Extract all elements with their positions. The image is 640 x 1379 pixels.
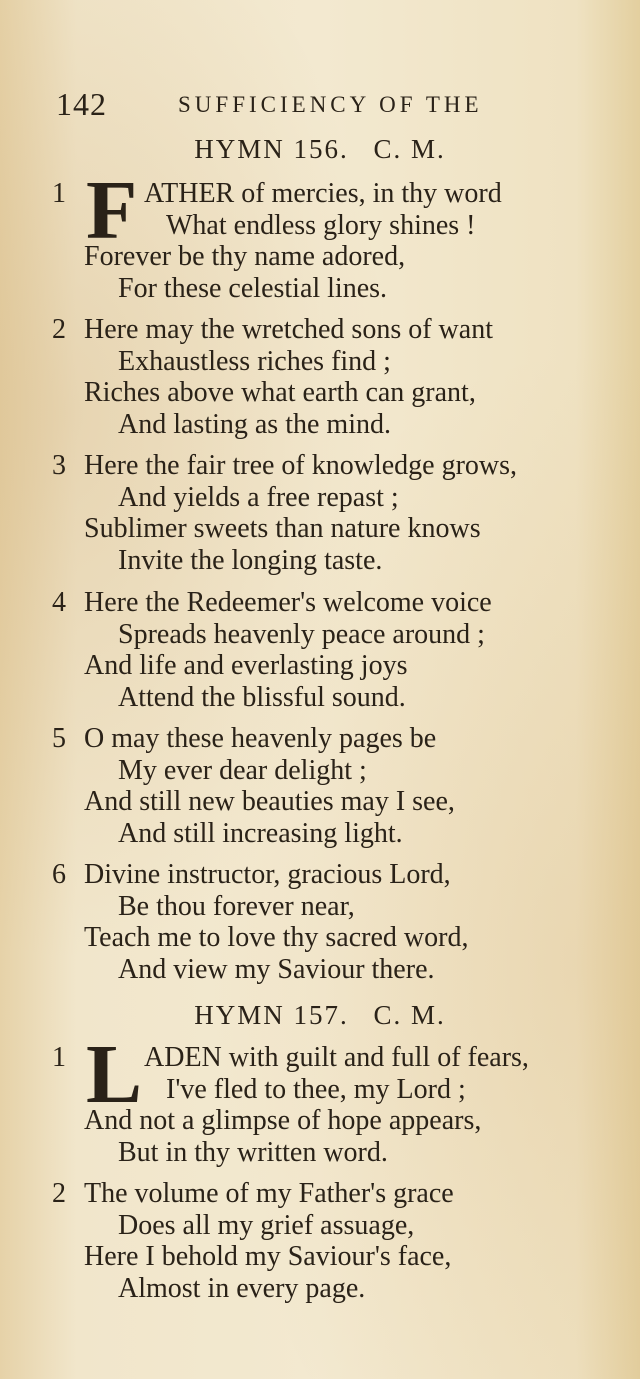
verse-line: And yields a free repast ; [118, 481, 399, 513]
verse [52, 164, 637, 304]
verse-number: 2 [52, 1178, 66, 1209]
verse-line: What endless glory shines ! [166, 209, 476, 241]
verse-line: Teach me to love thy sacred word, [84, 922, 469, 953]
verse [52, 859, 637, 985]
verse-line: And still increasing light. [118, 817, 403, 849]
verse-line: The volume of my Father's grace [84, 1178, 454, 1209]
hymn-number: HYMN 157. [194, 1000, 349, 1030]
verse-number: 5 [52, 723, 66, 754]
verse-number: 1 [52, 1042, 66, 1073]
verse-line: Here the fair tree of knowledge grows, [84, 450, 518, 481]
verse-line: ATHER of mercies, in thy word [144, 178, 502, 209]
verse-line: I've fled to thee, my Lord ; [166, 1073, 466, 1105]
verse-line: Here may the wretched sons of want [84, 314, 493, 345]
verse [52, 314, 637, 440]
page-number: 142 [56, 86, 107, 122]
verse-line: ADEN with guilt and full of fears, [144, 1042, 529, 1073]
hymn-meter: C. M. [373, 134, 446, 164]
verse-number: 3 [52, 450, 66, 481]
verse-line: And lasting as the mind. [118, 408, 391, 440]
verse-line: Riches above what earth can grant, [84, 377, 476, 408]
verse-number: 4 [52, 587, 66, 618]
drop-cap: L [86, 1028, 143, 1121]
drop-cap: F [86, 164, 138, 257]
verse-line: Spreads heavenly peace around ; [118, 618, 485, 650]
verse-line: Does all my grief assuage, [118, 1209, 415, 1241]
verse-line: And view my Saviour there. [118, 953, 435, 985]
verse-line: Attend the blissful sound. [118, 681, 406, 713]
verse-line: Sublimer sweets than nature knows [84, 513, 481, 544]
verse [52, 587, 637, 713]
verse-number: 6 [52, 859, 66, 890]
verse-line: For these celestial lines. [118, 272, 388, 304]
verse-line: And not a glimpse of hope appears, [84, 1105, 482, 1136]
hymn-title [0, 134, 640, 165]
verse [52, 450, 637, 576]
verse [52, 1028, 637, 1168]
verse-line: My ever dear delight ; [118, 754, 367, 786]
verse-line: Forever be thy name adored, [84, 241, 406, 272]
running-head: SUFFICIENCY OF THE [178, 92, 483, 117]
verse-line: But in thy written word. [118, 1136, 388, 1168]
verse-line: And still new beauties may I see, [84, 786, 455, 817]
verse-line: Exhaustless riches find ; [118, 345, 391, 377]
verse [52, 723, 637, 849]
verse-line: Be thou forever near, [118, 890, 355, 922]
verse-number: 2 [52, 314, 66, 345]
verse [52, 1178, 637, 1304]
verse-line: Here I behold my Saviour's face, [84, 1241, 452, 1272]
page-header [56, 86, 596, 126]
verse-line: And life and everlasting joys [84, 650, 408, 681]
verse-line: Almost in every page. [118, 1272, 366, 1304]
verse-line: O may these heavenly pages be [84, 723, 437, 754]
hymn-meter: C. M. [373, 1000, 446, 1030]
verse-line: Invite the longing taste. [118, 544, 383, 576]
hymn-title [0, 1000, 640, 1031]
hymn-number: HYMN 156. [194, 134, 349, 164]
verse-line: Divine instructor, gracious Lord, [84, 859, 451, 890]
verse-line: Here the Redeemer's welcome voice [84, 587, 492, 618]
verse-number: 1 [52, 178, 66, 209]
